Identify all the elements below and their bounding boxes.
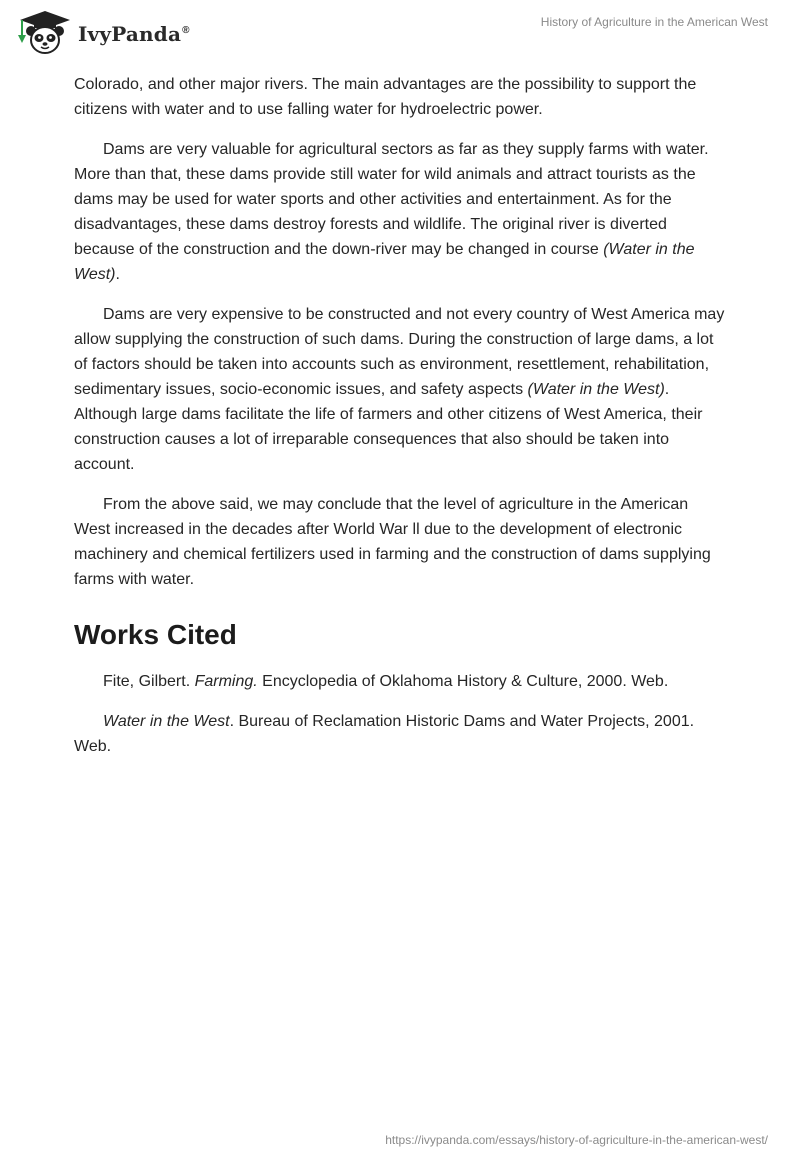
paragraph-conclusion: From the above said, we may conclude that the level of agriculture in the American West increased in the decades after World War ll due to the development of electronic machinery and chemical fertilizers used in farming and the construction of dams supplying farms with water.	[74, 496, 711, 588]
paragraph-continued: Colorado, and other major rivers. The main advantages are the possibility to support the citizens with water and to use falling water for hydroelectric power.	[74, 76, 697, 118]
citation-fite	[74, 669, 726, 694]
registered-mark: ®	[182, 25, 190, 37]
paragraph-dams-value	[74, 137, 726, 287]
paragraph-text: Dams are very expensive to be constructed and not every country of West America may allow supplying the construction of such dams. During the construction of large dams, a lot of factors should be taken into accounts such as environment, resettlement, rehabilitation, sedimentary issues, socio-economic issues, and safety aspects	[74, 306, 725, 398]
panda-graduate-icon	[14, 9, 76, 57]
source-url-link[interactable]: https://ivypanda.com/essays/history-of-agriculture-in-the-american-west/	[385, 1133, 768, 1147]
citation-water-in-the-west	[74, 709, 726, 759]
citation-source: Encyclopedia of Oklahoma History & Culture, 2000. Web.	[257, 673, 669, 690]
paragraph-end: .	[115, 266, 120, 283]
in-text-citation: (Water in the West)	[74, 241, 695, 283]
essay-body	[74, 72, 726, 774]
citation-author: Fite, Gilbert.	[103, 673, 195, 690]
ivypanda-logo[interactable]	[14, 9, 190, 57]
page-header	[0, 0, 800, 64]
document-title: History of Agriculture in the American West	[540, 15, 768, 29]
paragraph-dams-cost	[74, 302, 726, 477]
works-cited-heading: Works Cited	[74, 619, 237, 650]
paragraph-text: Dams are very valuable for agricultural sectors as far as they supply farms with water. More than that, these dams provide still water for wild animals and attract tourists as the dams may be used for water sports and other activities and entertainment. As for the disadvantages, these dams destroy forests and wildlife. The original river is diverted because of the construction and the down-river may be changed in course	[74, 141, 709, 258]
citation-title: Farming.	[194, 673, 258, 690]
brand-name: IvyPanda®	[78, 22, 190, 46]
citation-source: . Bureau of Reclamation Historic Dams and Water Projects, 2001. Web.	[74, 713, 695, 755]
paragraph-end: . Although large dams facilitate the life of farmers and other citizens of West America, their construction causes a lot of irreparable consequences that also should be taken into account.	[74, 381, 703, 473]
citation-title: Water in the West	[103, 713, 230, 730]
in-text-citation: (Water in the West)	[527, 381, 665, 398]
